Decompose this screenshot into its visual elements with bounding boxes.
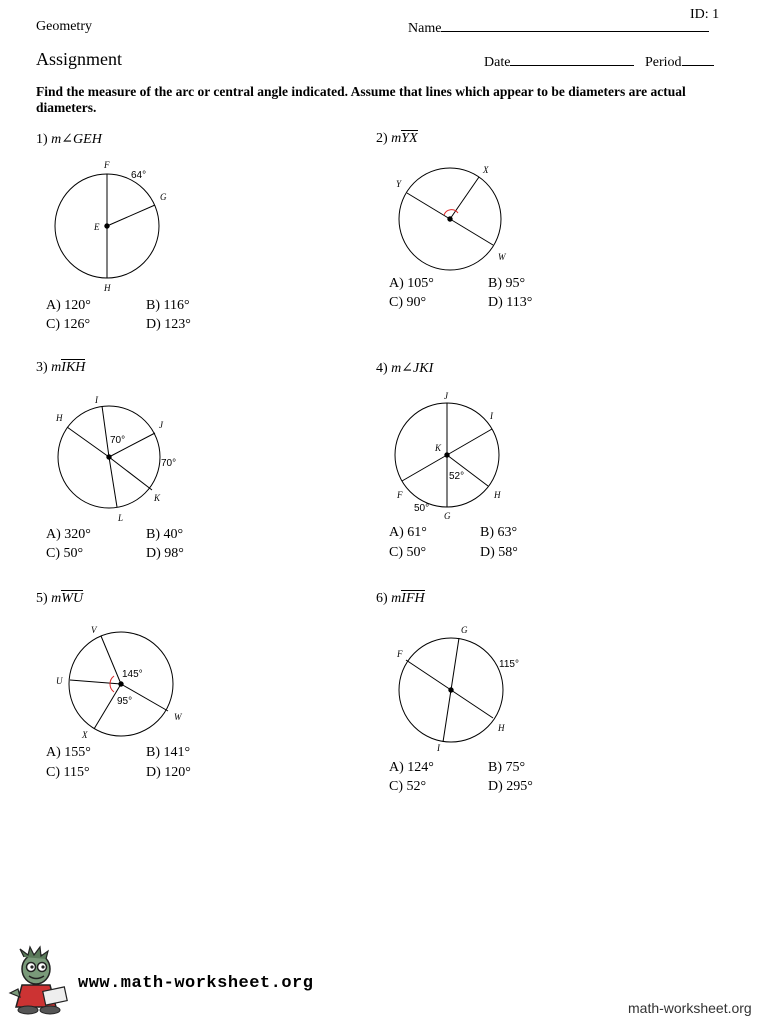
fig2-label-W: W — [498, 252, 506, 262]
problem-4-question: 4) m∠JKI — [376, 361, 434, 376]
problem-3-option-d[interactable]: D) 98° — [146, 546, 184, 561]
figure-6 — [399, 638, 503, 742]
fig1-label-H: H — [104, 283, 111, 293]
problem-2-option-b[interactable]: B) 95° — [488, 276, 526, 291]
fig5-label-V: V — [91, 625, 97, 635]
fig1-angle-64: 64° — [131, 170, 147, 181]
assignment-title: Assignment — [36, 49, 123, 69]
fig1-label-F: F — [104, 160, 110, 170]
instructions: Find the measure of the arc or central angle indicated. Assume that lines which appear to be diameters are actual diameters. — [36, 84, 686, 115]
fig4-angle-52: 52° — [449, 471, 465, 482]
problem-5-option-a[interactable]: A) 155° — [46, 745, 91, 760]
problem-1-option-c[interactable]: C) 126° — [46, 317, 91, 332]
problem-4-option-a[interactable]: A) 61° — [389, 525, 427, 540]
problem-2-option-c[interactable]: C) 90° — [389, 295, 427, 310]
fig2-label-X: X — [483, 165, 489, 175]
problem-1-question: 1) m∠GEH — [36, 132, 102, 147]
figure-2 — [399, 168, 501, 270]
problem-4-option-c[interactable]: C) 50° — [389, 545, 427, 560]
period-label: Period — [645, 55, 682, 70]
problem-5-option-b[interactable]: B) 141° — [146, 745, 191, 760]
problem-6-question: 6) mIFH — [376, 591, 425, 606]
problem-6-option-b[interactable]: B) 75° — [488, 760, 526, 775]
problem-5-question: 5) mWU — [36, 591, 84, 606]
problem-3-question: 3) mIKH — [36, 360, 86, 375]
fig6-label-G: G — [461, 625, 468, 635]
fig6-label-F: F — [397, 649, 403, 659]
figure-3 — [58, 406, 160, 508]
problem-6-option-a[interactable]: A) 124° — [389, 760, 434, 775]
figure-1 — [55, 174, 159, 278]
fig3-label-L: L — [118, 513, 124, 523]
fig5-label-X: X — [82, 730, 88, 740]
fig5-angle-145: 145° — [122, 669, 143, 680]
course-name: Geometry — [36, 19, 92, 34]
fig4-label-H: H — [494, 490, 501, 500]
fig4-angle-50: 50° — [414, 503, 430, 514]
fig1-label-G: G — [160, 192, 167, 202]
problem-5-option-c[interactable]: C) 115° — [46, 765, 90, 780]
fig4-label-K: K — [435, 443, 442, 453]
problem-6-option-c[interactable]: C) 52° — [389, 779, 427, 794]
fig4-label-I: I — [490, 411, 493, 421]
problem-1-option-a[interactable]: A) 120° — [46, 298, 91, 313]
fig3-angle-70-inner: 70° — [110, 435, 126, 446]
fig3-angle-70-outer: 70° — [161, 458, 177, 469]
fig3-label-K: K — [154, 493, 161, 503]
fig4-label-J: J — [444, 391, 448, 401]
fig3-label-H: H — [56, 413, 63, 423]
problem-2-question: 2) mYX — [376, 131, 418, 146]
footer-logo-url[interactable]: www.math-worksheet.org — [78, 974, 314, 993]
fig6-angle-115: 115° — [499, 659, 519, 670]
date-label: Date — [484, 55, 511, 70]
footer-site[interactable]: math-worksheet.org — [628, 1000, 752, 1016]
fig4-label-F: F — [397, 490, 403, 500]
problem-6-option-d[interactable]: D) 295° — [488, 779, 533, 794]
problem-1-option-b[interactable]: B) 116° — [146, 298, 190, 313]
fig6-label-I: I — [437, 743, 440, 753]
problem-4-option-d[interactable]: D) 58° — [480, 545, 518, 560]
fig5-angle-95: 95° — [117, 696, 133, 707]
fig1-label-E: E — [94, 222, 100, 232]
problem-2-option-d[interactable]: D) 113° — [488, 295, 533, 310]
figure-5 — [69, 632, 173, 736]
name-label: Name — [408, 21, 442, 36]
fig6-label-H: H — [498, 723, 505, 733]
fig3-label-J: J — [159, 420, 163, 430]
mascot-icon — [6, 945, 78, 1015]
problem-3-option-a[interactable]: A) 320° — [46, 527, 91, 542]
fig5-label-W: W — [174, 712, 182, 722]
fig4-label-G: G — [444, 511, 451, 521]
fig2-label-Y: Y — [396, 179, 402, 189]
problem-3-option-b[interactable]: B) 40° — [146, 527, 184, 542]
problem-2-option-a[interactable]: A) 105° — [389, 276, 434, 291]
problem-5-option-d[interactable]: D) 120° — [146, 765, 191, 780]
problem-3-option-c[interactable]: C) 50° — [46, 546, 84, 561]
problem-1-option-d[interactable]: D) 123° — [146, 317, 191, 332]
fig5-label-U: U — [56, 676, 63, 686]
fig3-label-I: I — [95, 395, 98, 405]
id-text: ID: 1 — [690, 7, 720, 22]
problem-4-option-b[interactable]: B) 63° — [480, 525, 518, 540]
figure-4 — [395, 403, 499, 507]
